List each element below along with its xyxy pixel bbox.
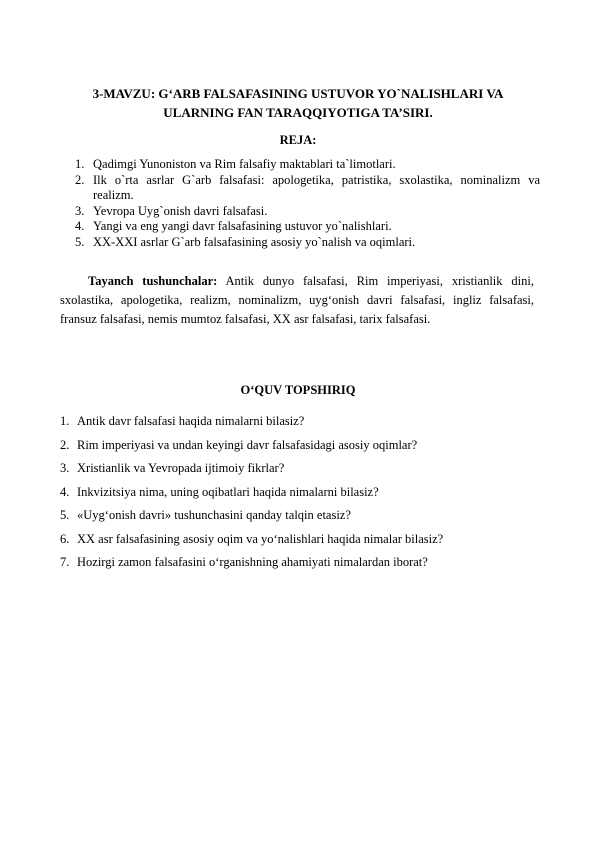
task-text: «Uyg‘onish davri» tushunchasini qanday talqin etasiz? (77, 508, 351, 522)
plan-item (76, 235, 540, 251)
task-text: Hozirgi zamon falsafasini o‘rganishning ahamiyati nimalardan iborat? (77, 555, 428, 569)
task-item (60, 508, 536, 532)
task-number: 5. (60, 508, 70, 522)
plan-item-text: Yangi va eng yangi davr falsafasining ustuvor yo`nalishlari. (93, 219, 392, 233)
task-text: Rim imperiyasi va undan keyingi davr falsafasidagi asosiy oqimlar? (77, 437, 418, 452)
plan-list (76, 157, 540, 250)
task-text: Antik davr falsafasi haqida nimalarni bilasiz? (77, 414, 305, 428)
task-number: 2. (60, 437, 70, 452)
task-item (60, 555, 536, 579)
plan-item (76, 157, 540, 173)
plan-item-number: 4. (75, 219, 85, 233)
task-item (60, 438, 536, 462)
task-text: XX asr falsafasining asosiy oqim va yo‘nalishlari haqida nimalar bilasiz? (77, 531, 444, 546)
task-number: 7. (60, 555, 70, 569)
plan-item-number: 2. (75, 172, 85, 187)
tasks-list (60, 414, 536, 579)
plan-item-text: XX-XXI asrlar G`arb falsafasining asosiy yo`nalish va oqimlari. (93, 234, 416, 249)
task-item (60, 461, 536, 485)
task-item (60, 532, 536, 556)
document-title (60, 84, 536, 122)
key-concepts-paragraph (60, 272, 534, 329)
plan-item-text: Ilk o`rta asrlar G`arb falsafasi: apologetika, patristika, sxolastika, nominalizm va realizm. (93, 172, 540, 202)
title-line-1: 3-MAVZU: G‘ARB FALSAFASINING USTUVOR YO`NALISHLARI VA (92, 86, 504, 101)
plan-item-number: 3. (75, 203, 85, 218)
task-item (60, 414, 536, 438)
title-line-2: ULARNING FAN TARAQQIYOTIGA TA’SIRI. (163, 105, 433, 120)
plan-item (76, 173, 540, 204)
task-number: 3. (60, 461, 70, 475)
key-concepts-text: Antik dunyo falsafasi, Rim imperiyasi, xristianlik dini, sxolastika, apologetika, realizm, nominalizm, uyg‘onish davri falsafasi, ingliz falsafasi, fransuz falsafasi, nemis mumtoz falsafasi, XX asr falsafasi, tarix falsafasi. (60, 274, 534, 326)
plan-item-number: 5. (75, 234, 85, 249)
task-text: Xristianlik va Yevropada ijtimoiy fikrlar? (77, 461, 285, 475)
plan-item-text: Yevropa Uyg`onish davri falsafasi. (93, 203, 268, 218)
task-text: Inkvizitsiya nima, uning oqibatlari haqida nimalarni bilasiz? (77, 484, 379, 499)
plan-item-number: 1. (75, 157, 85, 171)
task-number: 1. (60, 414, 70, 428)
task-number: 4. (60, 484, 70, 499)
tasks-heading: O‘QUV TOPSHIRIQ (240, 383, 356, 397)
plan-item-text: Qadimgi Yunoniston va Rim falsafiy maktablari ta`limotlari. (93, 157, 396, 171)
plan-item (76, 204, 540, 220)
task-item (60, 485, 536, 509)
plan-heading: REJA: (279, 133, 317, 147)
task-number: 6. (60, 531, 70, 546)
key-concepts-label: Tayanch tushunchalar: (88, 274, 218, 288)
plan-item (76, 219, 540, 235)
